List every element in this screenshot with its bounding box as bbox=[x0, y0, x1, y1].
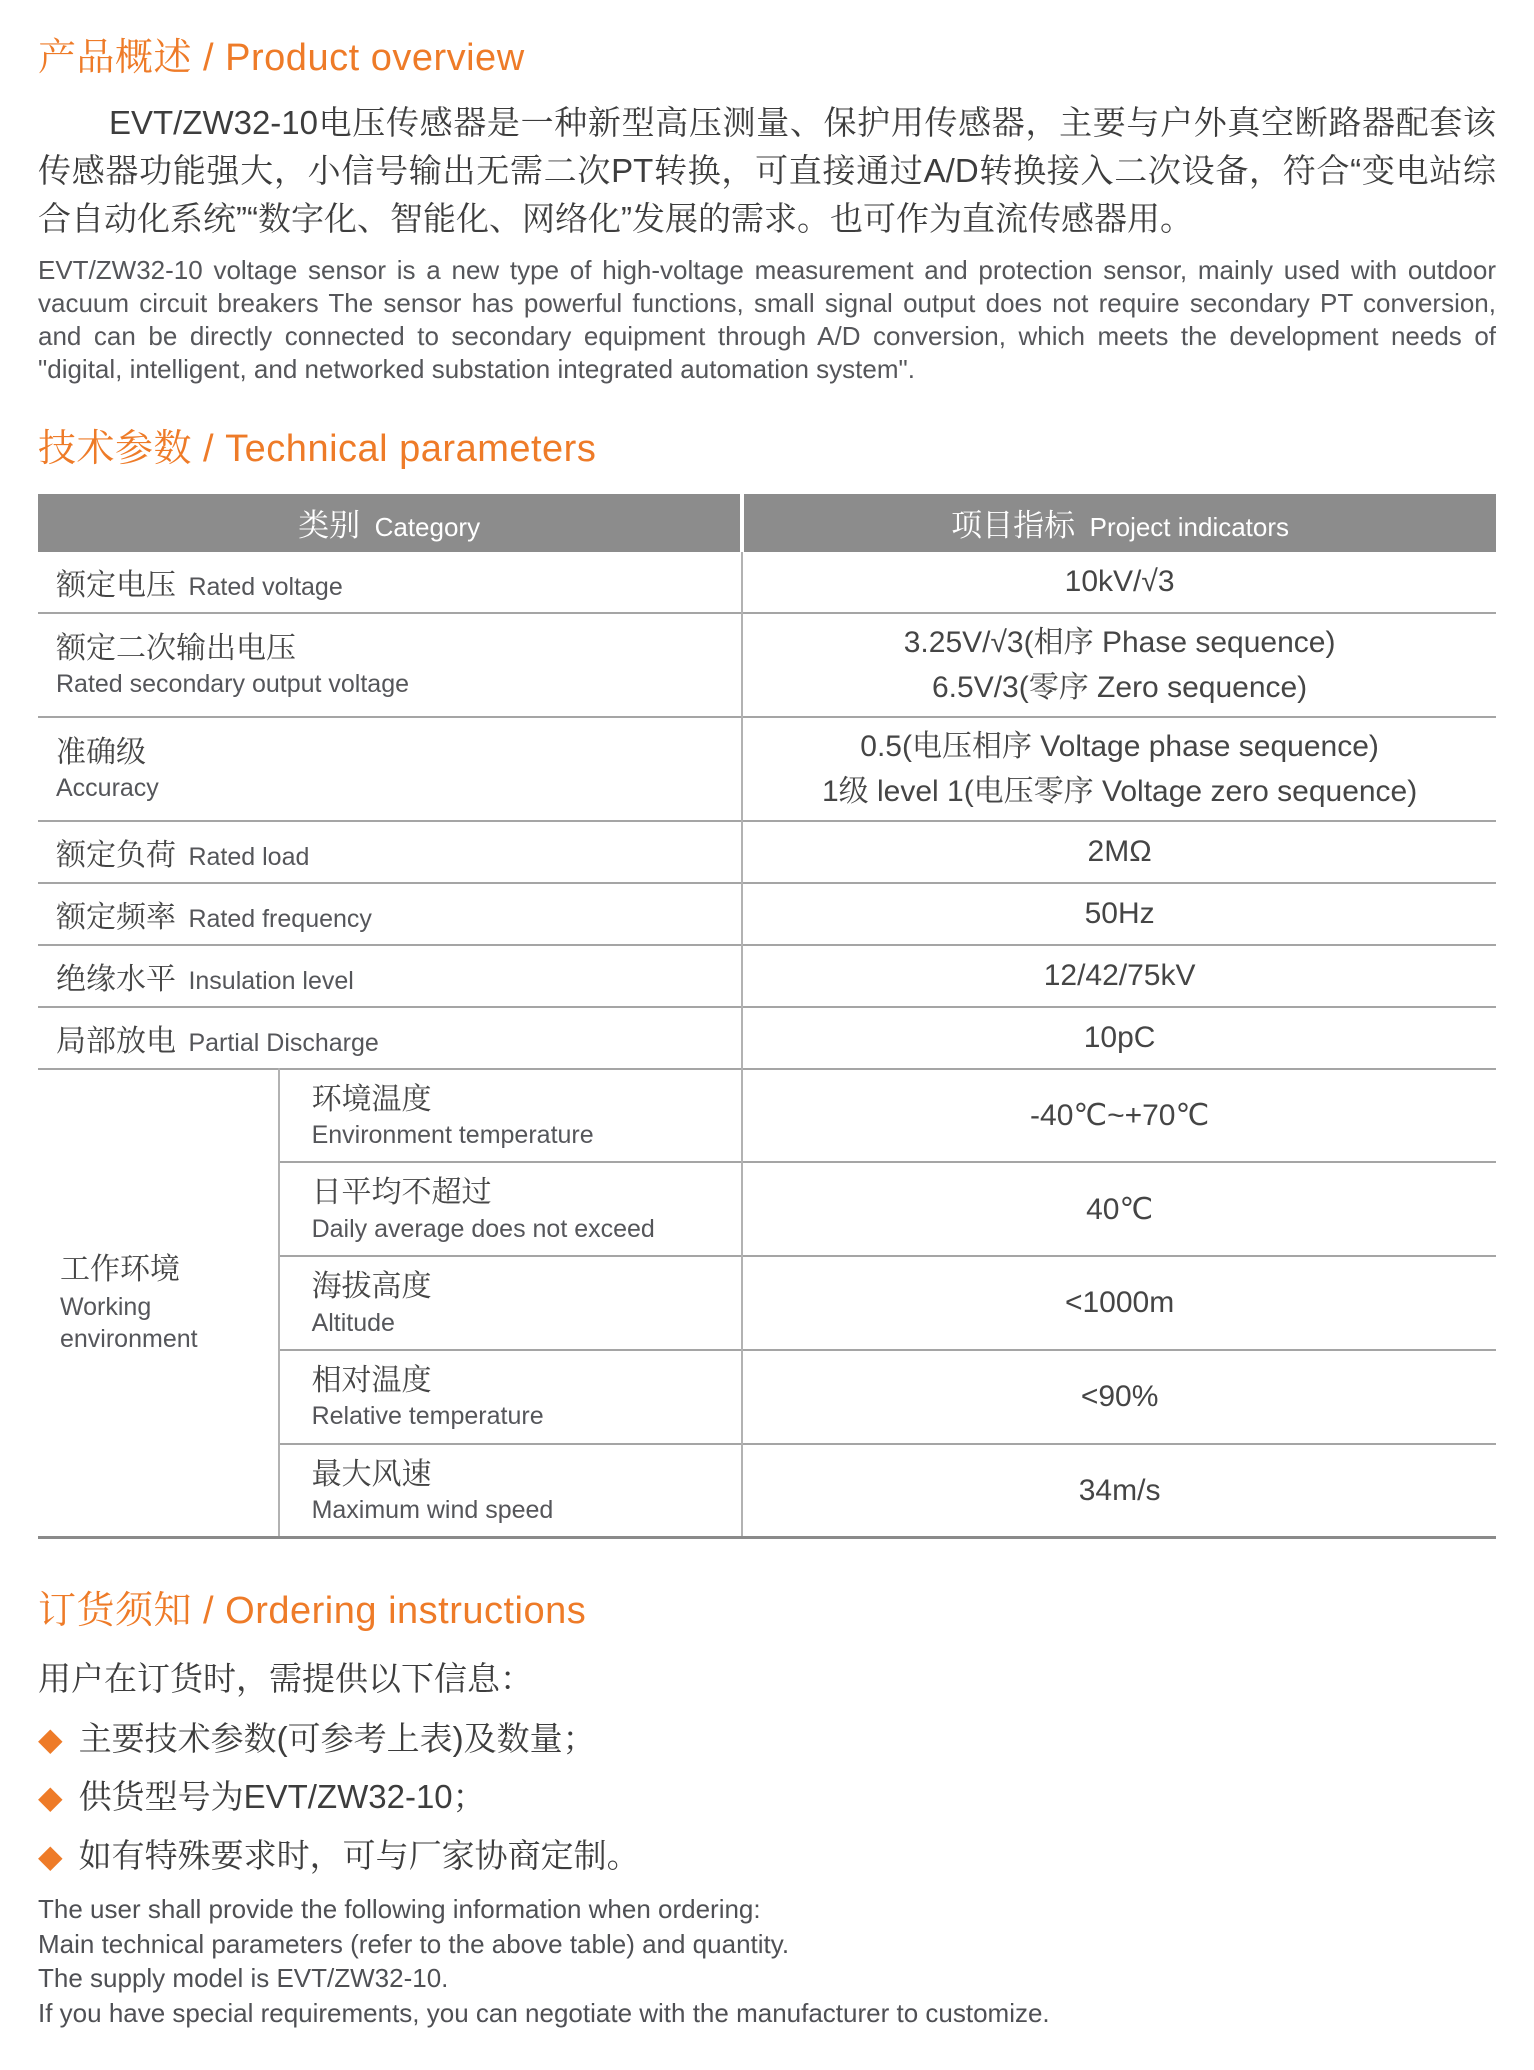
subcategory-zh: 环境温度 bbox=[311, 1082, 432, 1116]
category-en: Rated secondary output voltage bbox=[56, 669, 410, 698]
value-text: 2MΩ bbox=[1087, 835, 1152, 869]
bullet-diamond-icon: ◆ bbox=[38, 1720, 63, 1757]
overview-title: 产品概述 / Product overview bbox=[38, 37, 525, 79]
value-text: 10kV/√3 bbox=[1064, 565, 1175, 599]
value-text: 0.5(电压相序 Voltage phase sequence) bbox=[860, 729, 1379, 763]
ordering-intro: 用户在订货时，需提供以下信息： bbox=[38, 1660, 533, 1698]
value-text: 10pC bbox=[1083, 1021, 1156, 1055]
working-env-en: Working bbox=[60, 1292, 152, 1321]
table-row bbox=[38, 821, 1496, 883]
table-row bbox=[38, 613, 1496, 717]
section-product-overview bbox=[38, 26, 1496, 387]
category-cell bbox=[38, 1007, 742, 1069]
value-cell bbox=[742, 1256, 1496, 1350]
subcategory-en: Environment temperature bbox=[311, 1121, 594, 1150]
category-en: Rated load bbox=[188, 842, 310, 871]
table-row bbox=[38, 945, 1496, 1007]
ordering-title: 订货须知 / Ordering instructions bbox=[38, 1590, 587, 1633]
subcategory-zh: 相对温度 bbox=[311, 1363, 432, 1397]
table-row bbox=[38, 1069, 1496, 1163]
table-header-category bbox=[38, 494, 742, 552]
value-cell bbox=[742, 613, 1496, 717]
value-cell bbox=[742, 1069, 1496, 1163]
value-text: 1级 level 1(电压零序 Voltage zero sequence) bbox=[821, 774, 1418, 808]
subcategory-cell bbox=[279, 1162, 743, 1256]
value-text: <1000m bbox=[1064, 1286, 1175, 1320]
subcategory-cell bbox=[279, 1069, 743, 1163]
spec-table bbox=[38, 494, 1496, 1540]
ordering-notes bbox=[38, 1892, 1496, 2030]
table-header-indicators bbox=[742, 494, 1496, 552]
technical-title: 技术参数 / Technical parameters bbox=[38, 427, 597, 470]
value-cell bbox=[742, 1444, 1496, 1538]
section-ordering-instructions bbox=[38, 1579, 1496, 2030]
value-cell bbox=[742, 821, 1496, 883]
category-cell bbox=[38, 821, 742, 883]
category-zh: 准确级 bbox=[56, 735, 146, 769]
overview-paragraph-zh: EVT/ZW32-10电压传感器是一种新型高压测量、保护用传感器，主要与户外真空断路器配套该传感器功能强大，小信号输出无需二次PT转换，可直接通过A/D转换接入二次设备，符合“变电站综合自动化系统”“数字化、智能化、网络化”发展的需求。也可作为直流传感器用。 bbox=[38, 104, 1496, 238]
working-env-en: environment bbox=[60, 1325, 198, 1354]
value-cell bbox=[742, 945, 1496, 1007]
list-item bbox=[38, 1775, 1496, 1820]
value-cell bbox=[742, 717, 1496, 821]
subcategory-cell bbox=[279, 1256, 743, 1350]
category-en: Rated voltage bbox=[188, 572, 343, 601]
subcategory-zh: 最大风速 bbox=[311, 1457, 432, 1491]
bullet-text: 供货型号为EVT/ZW32-10； bbox=[78, 1778, 486, 1816]
value-text: 34m/s bbox=[1078, 1473, 1161, 1507]
category-cell bbox=[38, 883, 742, 945]
subcategory-cell bbox=[279, 1444, 743, 1538]
category-cell bbox=[38, 717, 742, 821]
category-en: Insulation level bbox=[188, 966, 354, 995]
value-text: 6.5V/3(零序 Zero sequence) bbox=[932, 670, 1308, 704]
list-item bbox=[38, 1834, 1496, 1879]
value-cell bbox=[742, 1162, 1496, 1256]
ordering-note: Main technical parameters (refer to the above table) and quantity. bbox=[38, 1928, 790, 1959]
subcategory-zh: 日平均不超过 bbox=[311, 1176, 492, 1210]
category-cell bbox=[38, 552, 742, 613]
category-zh: 额定频率 bbox=[56, 900, 176, 934]
category-zh: 额定负荷 bbox=[56, 838, 176, 872]
category-zh: 额定电压 bbox=[56, 568, 176, 602]
table-row bbox=[38, 717, 1496, 821]
table-row bbox=[38, 552, 1496, 613]
value-text: 3.25V/√3(相序 Phase sequence) bbox=[903, 625, 1336, 659]
bullet-diamond-icon: ◆ bbox=[38, 1837, 63, 1874]
value-text: -40℃~+70℃ bbox=[1030, 1098, 1210, 1132]
ordering-note: The user shall provide the following information when ordering: bbox=[38, 1894, 761, 1925]
header-category-zh: 类别 bbox=[298, 508, 361, 544]
category-cell bbox=[38, 613, 742, 717]
ordering-note: The supply model is EVT/ZW32-10. bbox=[38, 1963, 449, 1994]
value-cell bbox=[742, 1350, 1496, 1444]
header-category-en: Category bbox=[374, 512, 481, 543]
bullet-diamond-icon: ◆ bbox=[38, 1779, 63, 1816]
category-en: Rated frequency bbox=[188, 904, 372, 933]
subcategory-zh: 海拔高度 bbox=[311, 1270, 432, 1304]
bullet-text: 主要技术参数(可参考上表)及数量； bbox=[78, 1719, 596, 1757]
table-header-row bbox=[38, 494, 1496, 552]
table-row bbox=[38, 1007, 1496, 1069]
category-en: Partial Discharge bbox=[188, 1028, 379, 1057]
category-zh: 局部放电 bbox=[56, 1024, 176, 1058]
table-row bbox=[38, 883, 1496, 945]
header-value-en: Project indicators bbox=[1089, 512, 1290, 543]
subcategory-en: Altitude bbox=[311, 1308, 395, 1337]
header-value-zh: 项目指标 bbox=[951, 508, 1076, 544]
category-zh: 额定二次输出电压 bbox=[56, 631, 296, 665]
bullet-text: 如有特殊要求时，可与厂家协商定制。 bbox=[78, 1836, 640, 1874]
value-text: 40℃ bbox=[1086, 1192, 1154, 1226]
ordering-note: If you have special requirements, you can negotiate with the manufacturer to customize. bbox=[38, 1997, 1050, 2028]
subcategory-en: Relative temperature bbox=[311, 1402, 544, 1431]
category-zh: 绝缘水平 bbox=[56, 962, 176, 996]
category-cell bbox=[38, 945, 742, 1007]
working-env-zh: 工作环境 bbox=[60, 1253, 180, 1287]
list-item bbox=[38, 1717, 1496, 1762]
overview-paragraph-en: EVT/ZW32-10 voltage sensor is a new type of high-voltage measurement and protection sensor, mainly used with outdoor vacuum circuit breakers The sensor has powerful functions, small signal output does not require secondary PT conversion, and can be directly connected to secondary equipment through A/D conversion, which meets the development needs of "digital, intelligent, and networked substation integrated automation system". bbox=[38, 254, 1496, 385]
value-cell bbox=[742, 1007, 1496, 1069]
subcategory-en: Maximum wind speed bbox=[311, 1496, 554, 1525]
section-technical-parameters bbox=[38, 417, 1496, 1540]
value-text: 50Hz bbox=[1084, 897, 1155, 931]
value-text: <90% bbox=[1080, 1380, 1159, 1414]
value-cell bbox=[742, 552, 1496, 613]
working-environment-cell bbox=[38, 1069, 279, 1538]
category-en: Accuracy bbox=[56, 773, 159, 802]
value-text: 12/42/75kV bbox=[1043, 959, 1196, 993]
value-cell bbox=[742, 883, 1496, 945]
subcategory-cell bbox=[279, 1350, 743, 1444]
subcategory-en: Daily average does not exceed bbox=[311, 1214, 655, 1243]
